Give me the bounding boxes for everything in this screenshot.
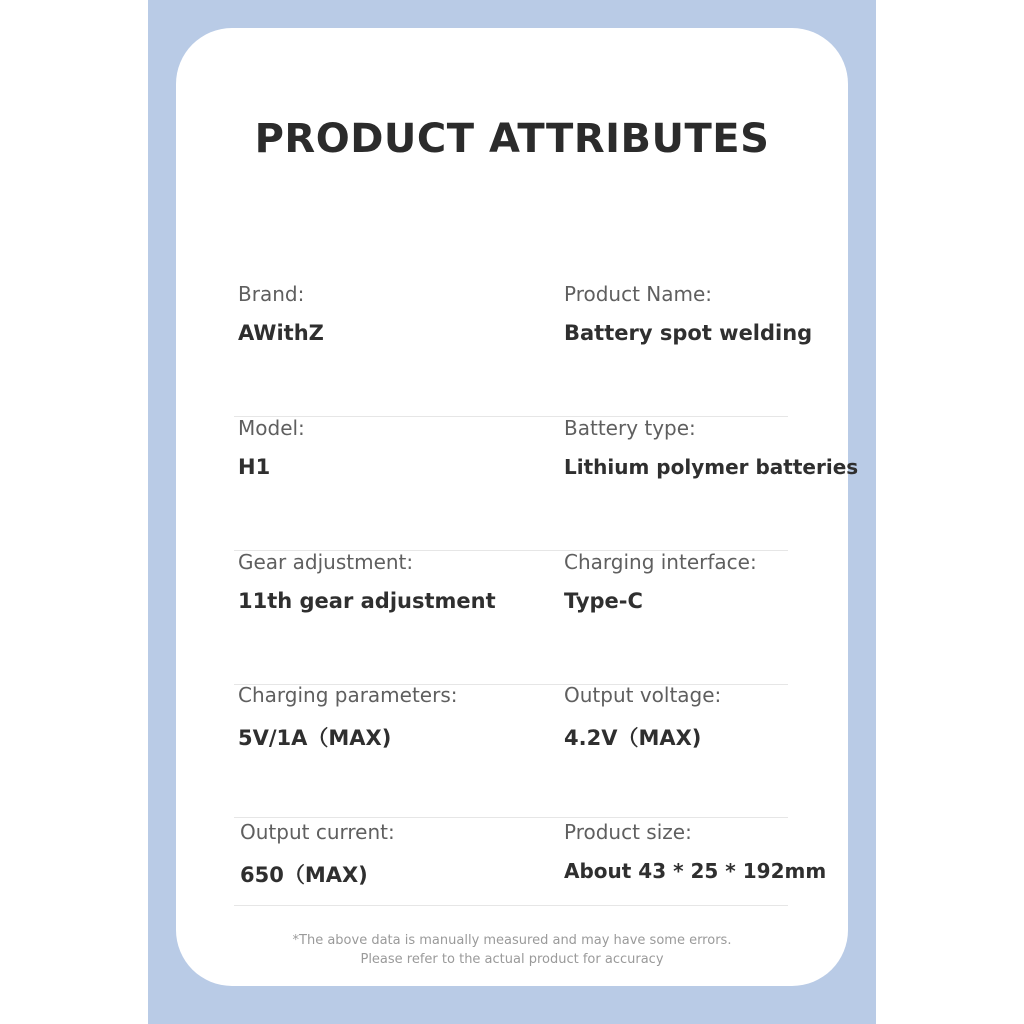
attribute-value: H1 bbox=[238, 455, 271, 479]
attribute-value: About 43 * 25 * 192mm bbox=[564, 859, 827, 883]
attribute-label: Product size: bbox=[564, 820, 692, 844]
attribute-row bbox=[234, 550, 788, 685]
attribute-value: AWithZ bbox=[238, 321, 324, 345]
attribute-value: 5V/1A（MAX) bbox=[238, 726, 392, 750]
attribute-value: Type-C bbox=[564, 589, 643, 613]
attribute-label: Gear adjustment: bbox=[238, 550, 414, 574]
attribute-value: 650（MAX) bbox=[240, 863, 368, 887]
attribute-row bbox=[234, 282, 813, 417]
disclaimer-line-1: *The above data is manually measured and may have some errors. bbox=[292, 933, 732, 948]
attribute-value: Lithium polymer batteries bbox=[564, 455, 859, 479]
attribute-label: Product Name: bbox=[564, 282, 713, 306]
attribute-row bbox=[234, 820, 827, 906]
attribute-label: Charging parameters: bbox=[238, 683, 458, 707]
attribute-label: Battery type: bbox=[564, 416, 696, 440]
attribute-label: Brand: bbox=[238, 282, 305, 306]
attribute-value: 4.2V（MAX) bbox=[564, 726, 702, 750]
attribute-row bbox=[234, 416, 859, 551]
attribute-label: Model: bbox=[238, 416, 305, 440]
disclaimer-line-2: Please refer to the actual product for accuracy bbox=[360, 952, 664, 967]
page-title: PRODUCT ATTRIBUTES bbox=[254, 116, 770, 162]
attribute-label: Output voltage: bbox=[564, 683, 722, 707]
attribute-label: Charging interface: bbox=[564, 550, 757, 574]
attribute-value: Battery spot welding bbox=[564, 321, 813, 345]
attribute-label: Output current: bbox=[240, 820, 395, 844]
attribute-row bbox=[234, 683, 788, 818]
attribute-value: 11th gear adjustment bbox=[238, 589, 496, 613]
